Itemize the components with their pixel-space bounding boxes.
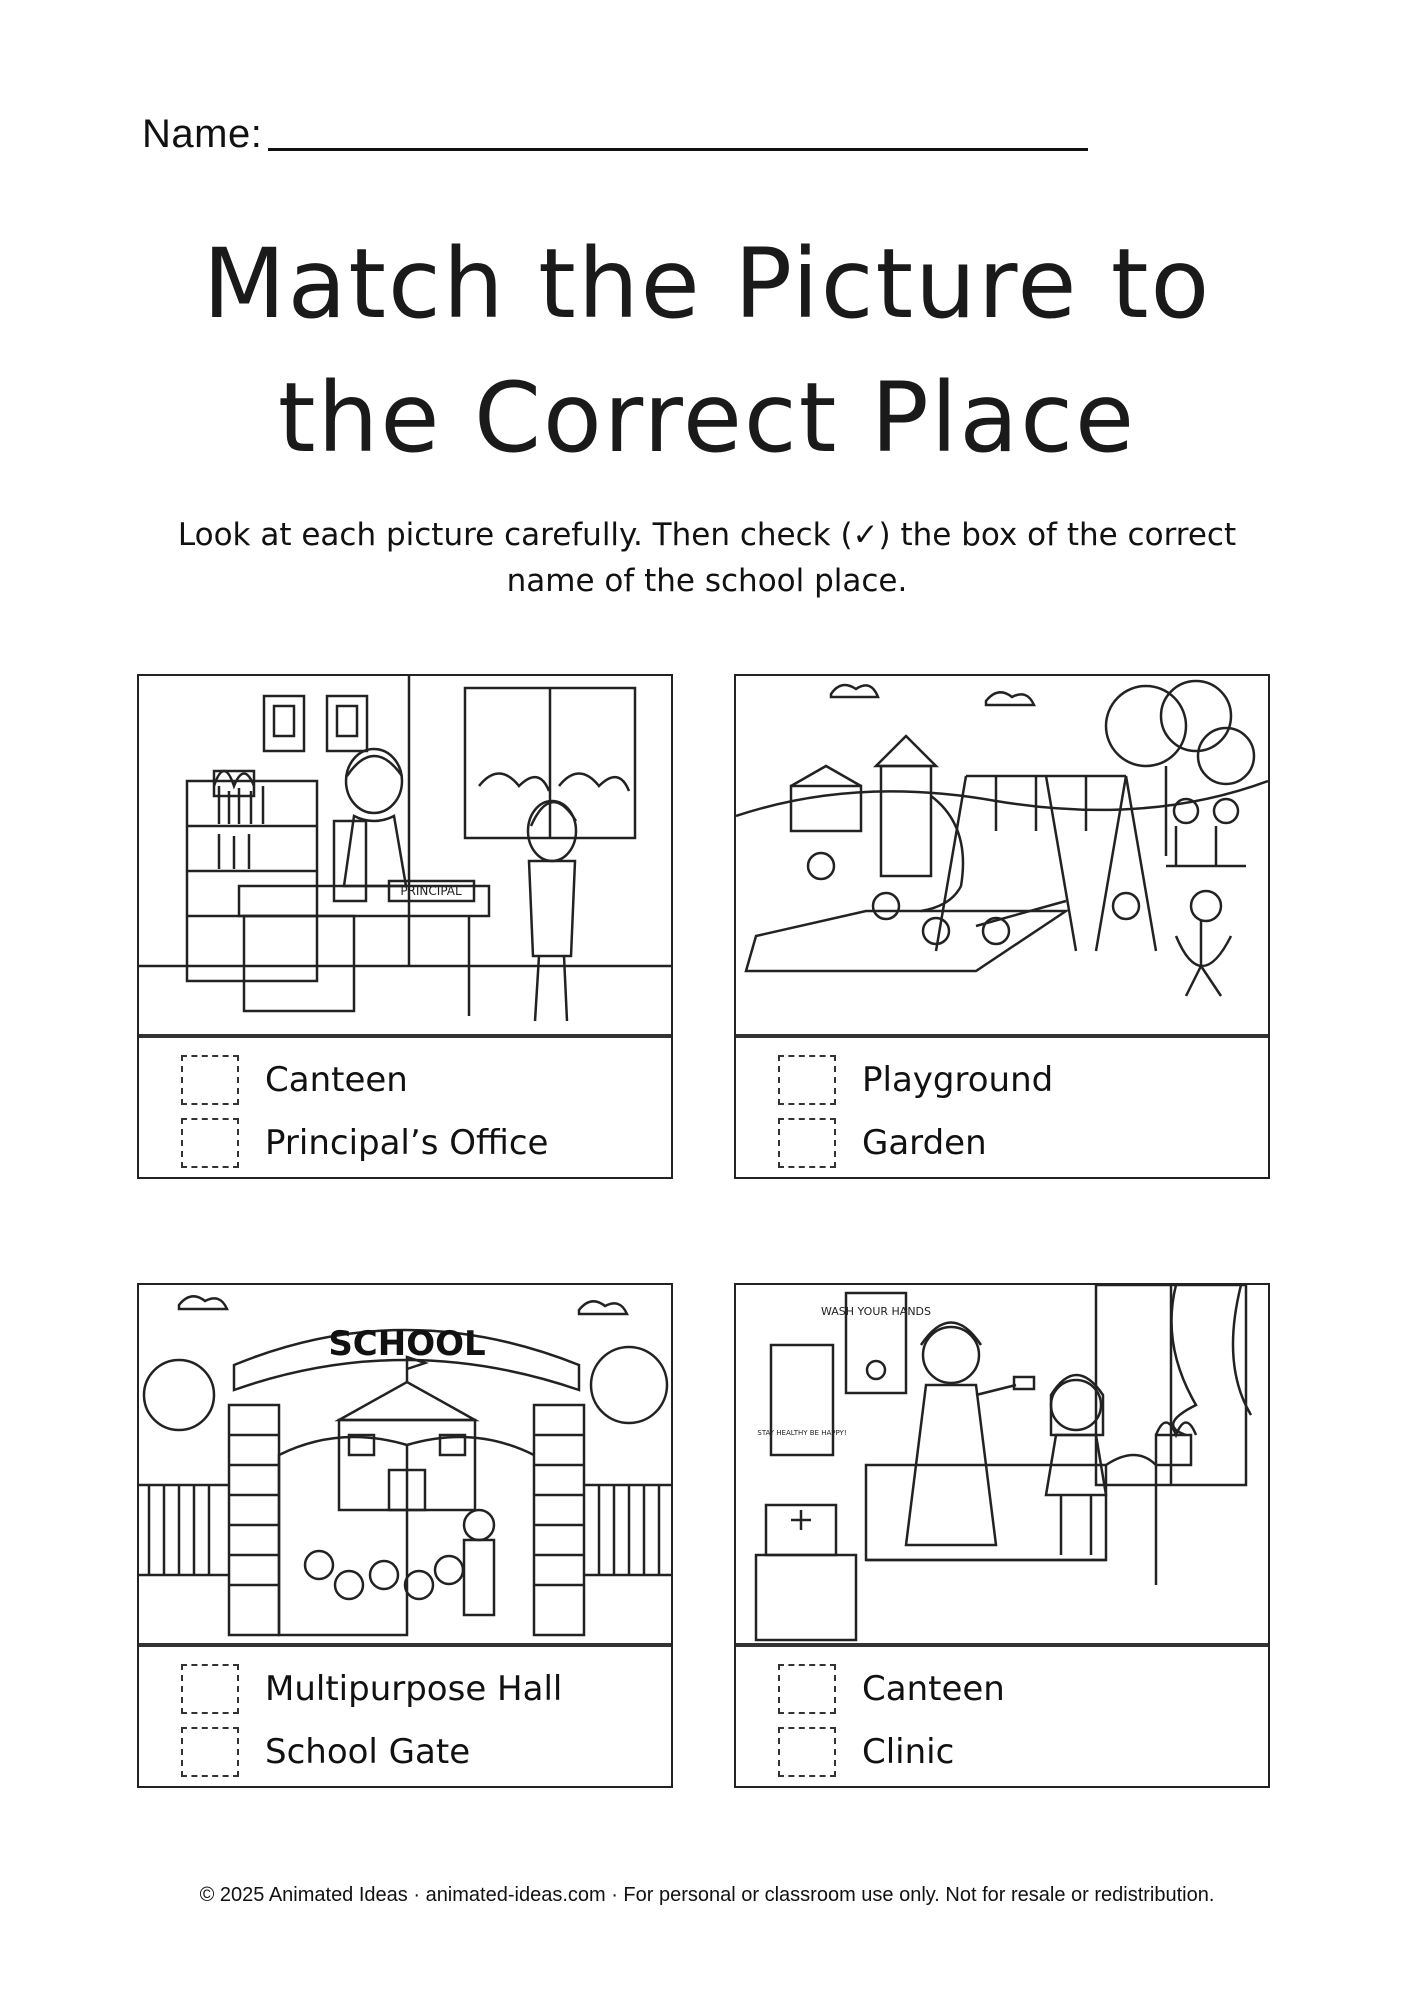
checkbox[interactable] bbox=[181, 1727, 239, 1777]
option-school-gate[interactable] bbox=[181, 1726, 470, 1778]
option-canteen[interactable] bbox=[778, 1663, 1005, 1715]
name-blank-line[interactable] bbox=[268, 114, 1088, 151]
option-canteen[interactable] bbox=[181, 1054, 408, 1106]
question-card-3 bbox=[137, 1283, 673, 1788]
instructions: Look at each picture carefully. Then check (✓) the box of the correct name of the school place. bbox=[177, 517, 1237, 599]
option-multipurpose-hall[interactable] bbox=[181, 1663, 562, 1715]
playground-scene bbox=[736, 676, 1268, 1038]
option-label: Clinic bbox=[862, 1732, 955, 1772]
option-label: Garden bbox=[862, 1123, 987, 1163]
name-field[interactable] bbox=[142, 112, 1088, 157]
checkbox[interactable] bbox=[181, 1118, 239, 1168]
option-garden[interactable] bbox=[778, 1117, 987, 1169]
option-label: Principal’s Office bbox=[265, 1123, 549, 1163]
stay-healthy-poster-text: STAY HEALTHY BE HAPPY! bbox=[757, 1429, 847, 1437]
checkbox[interactable] bbox=[778, 1727, 836, 1777]
option-label: Playground bbox=[862, 1060, 1054, 1100]
option-label: Canteen bbox=[862, 1669, 1005, 1709]
checkbox[interactable] bbox=[778, 1055, 836, 1105]
option-label: School Gate bbox=[265, 1732, 471, 1772]
question-card-1 bbox=[137, 674, 673, 1179]
principal-office-scene bbox=[139, 676, 671, 1038]
option-principals-office[interactable] bbox=[181, 1117, 548, 1169]
question-card-2 bbox=[734, 674, 1270, 1179]
checkbox[interactable] bbox=[778, 1118, 836, 1168]
checkbox[interactable] bbox=[778, 1664, 836, 1714]
name-label: Name: bbox=[142, 112, 263, 156]
school-gate-scene bbox=[139, 1285, 671, 1647]
checkbox[interactable] bbox=[181, 1664, 239, 1714]
worksheet-title-line-1: Match the Picture to bbox=[202, 228, 1212, 340]
question-card-4 bbox=[734, 1283, 1270, 1788]
checkbox[interactable] bbox=[181, 1055, 239, 1105]
option-playground[interactable] bbox=[778, 1054, 1053, 1106]
wash-hands-poster-text: WASH YOUR HANDS bbox=[821, 1305, 931, 1318]
worksheet-title-line-2: the Correct Place bbox=[277, 362, 1137, 474]
school-arch-sign: SCHOOL bbox=[328, 1324, 486, 1364]
option-label: Multipurpose Hall bbox=[265, 1669, 563, 1709]
option-label: Canteen bbox=[265, 1060, 408, 1100]
footer-copyright: © 2025 Animated Ideas · animated-ideas.com · For personal or classroom use only. Not for resale or redistribution. bbox=[199, 1884, 1215, 1906]
option-clinic[interactable] bbox=[778, 1726, 954, 1778]
clinic-scene bbox=[736, 1285, 1268, 1647]
principal-desk-sign: PRINCIPAL bbox=[400, 884, 462, 898]
